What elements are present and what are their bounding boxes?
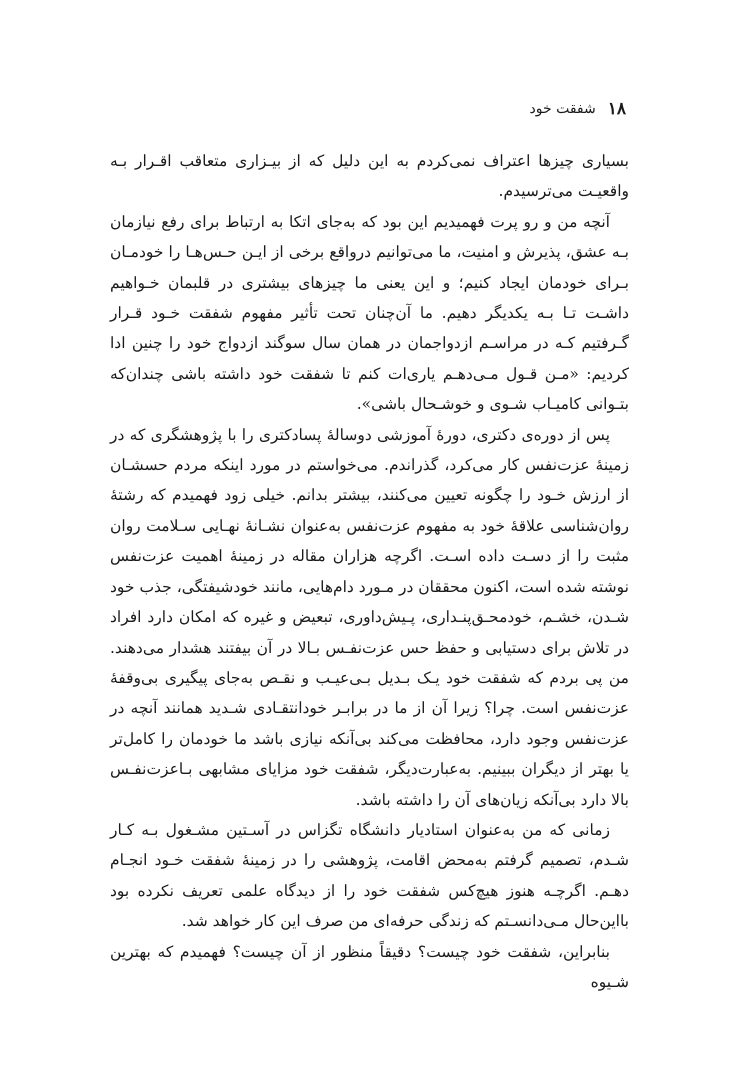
paragraph: آنچه من و رو پرت فهمیدیم این بود که به‌جای اتکا به ارتباط برای رفع نیازمان بـه عشق، پذیرش و امنیت، ما می‌توانیم درواقع برخی از ایـن حـس‌هـا را خودمـان بـرای خودمان ایجاد کنیم؛ و این یعنی ما چیزهای بیشتری در قلبمان خـواهیم داشـت تـا بـه یکدیگر دهیم. ما آن‌چنان تحت تأثیر مفهوم شفقت خـود قـرار گـرفتیم کـه در مراسـم ازدواجمان در همان سال سوگند ازدواج خود را چنین ادا کردیم: «مـن قـول مـی‌دهـم یاری‌ات کنم تا شفقت خود داشته باشی چندان‌که بتـوانی کامیـاب شـوی و خوشـحال باشی». [110, 212, 629, 414]
body-text [110, 146, 629, 997]
page-header [466, 96, 626, 122]
paragraph: پس از دوره‌ی دکتری، دورهٔ آموزشی دوسالهٔ پسادکتری را با پژوهشگری که در زمینهٔ عزت‌نفس کار می‌کرد، گذراندم. می‌خواستم در مورد اینکه مردم حسشـان از ارزش خـود را چگونه تعیین می‌کنند، بیشتر بدانم. خیلی زود فهمیدم که رشتهٔ روان‌شناسی علاقهٔ خود به مفهوم عزت‌نفس به‌عنوان نشـانهٔ نهـایی سـلامت روان مثبت را از دسـت داده اسـت. اگرچه هزاران مقاله در زمینهٔ اهمیت عزت‌نفس نوشته شده است، اکنون محققان در مـورد دام‌هایی، مانند خودشیفتگی، جذب خود شـدن، خشـم، خودمحـق‌پنـداری، پـیش‌داوری، تبعیض و غیره که امکان دارد افراد در تلاش برای دستیابی و حفظ حس عزت‌نفـس بـالا در آن بیفتند هشدار می‌دهند. من پی بردم که شفقت خود یـک بـدیل بـی‌عیـب و نقـص به‌جای پیگیری بی‌وقفهٔ عزت‌نفس است. چرا؟ زیرا آن از ما در برابـر خودانتقـادی شـدید همانند آنچه در عزت‌نفس وجود دارد، محافظت می‌کند بی‌آنکه نیازی باشد ما خودمان را کامل‌تر یا بهتر از دیگران ببینیم. به‌عبارت‌دیگر، شفقت خود مزایای مشابهی بـاعزت‌نفـس بالا دارد بی‌آنکه زیان‌های آن را داشته باشد. [110, 425, 629, 809]
paragraph: زمانی که من به‌عنوان استادیار دانشگاه تگزاس در آسـتین مشـغول بـه کـار شـدم، تصمیم گرفتم به‌محض اقامت، پژوهشی را در زمینهٔ شفقت خـود انجـام دهـم. اگرچـه هنوز هیچ‌کس شفقت خود را از دیدگاه علمی تعریف نکرده بود بااین‌حال مـی‌دانسـتم که زندگی حرفه‌ای من صرف این کار خواهد شد. [110, 820, 629, 931]
page-number: ۱۸ [607, 99, 626, 119]
running-title: شفقت خود [529, 101, 596, 117]
paragraph: بنابراین، شفقت خود چیست؟ دقیقاً منظور از آن چیست؟ فهمیدم که بهترین شـیوه [110, 942, 629, 991]
paragraph-continuation: بسیاری چیزها اعتراف نمی‌کردم به این دلیل که از بیـزاری متعاقب اقـرار بـه واقعیـت می‌ترسیدم. [110, 152, 629, 201]
